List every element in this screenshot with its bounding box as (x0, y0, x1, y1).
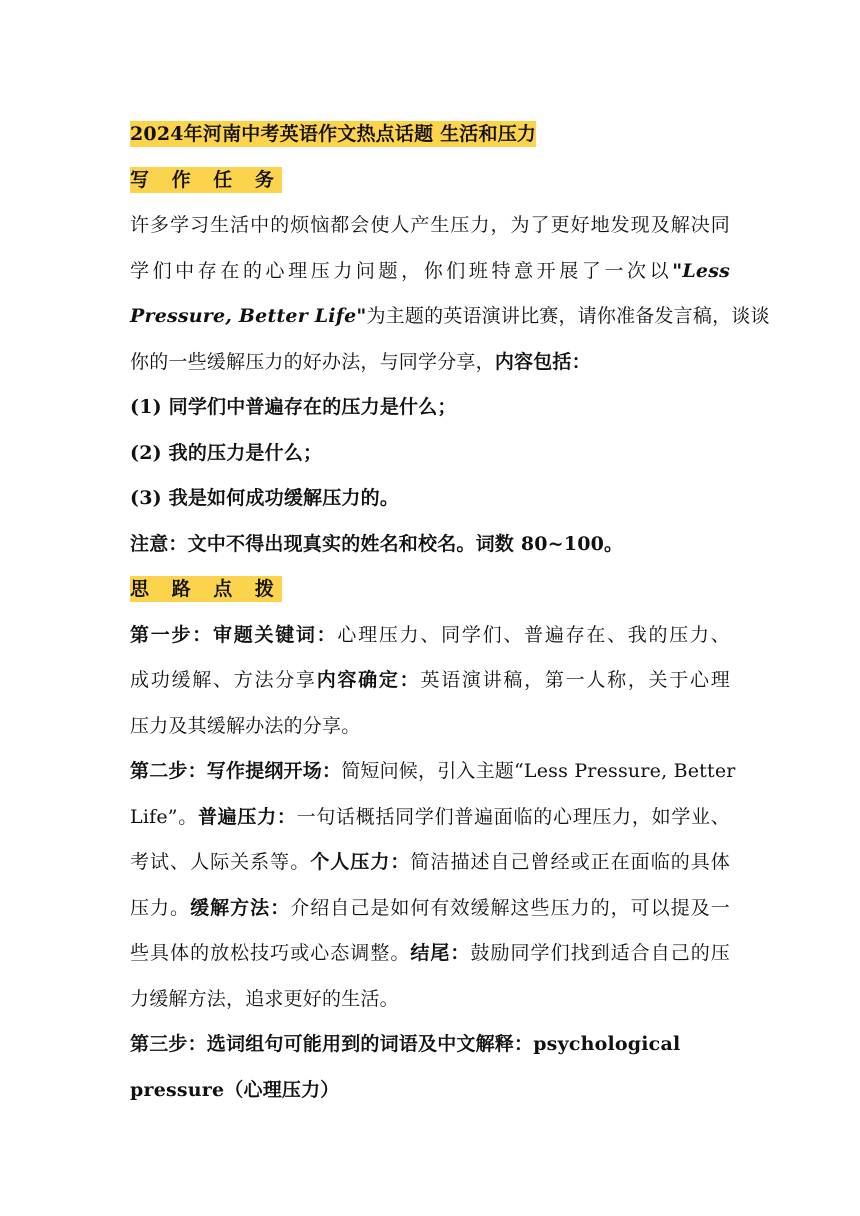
step2-line (130, 795, 730, 841)
step2-line (130, 749, 736, 795)
tips-heading: 思 路 点 拨 (130, 578, 282, 600)
task-note: 注意：文中不得出现真实的姓名和校名。词数 80~100。 (130, 532, 624, 555)
theme-quote: "Less (672, 259, 730, 282)
step2-text: 力缓解方法，追求更好的生活。 (130, 987, 399, 1010)
task-item: (1) 同学们中普遍存在的压力是什么； (130, 396, 457, 418)
task-paragraph-line (130, 203, 730, 249)
step2-text: 简短问候，引入主题“Less Pressure, Better (341, 760, 736, 782)
step2-text: Life”。 (130, 805, 198, 828)
step2-text: 些具体的放松技巧或心态调整。 (130, 942, 411, 964)
task-text: 你的一些缓解压力的好办法，与同学分享， (130, 350, 495, 373)
step1-sublabel: 内容确定： (316, 669, 421, 691)
theme-quote: Pressure, Better Life" (130, 305, 367, 327)
step2-text: 简洁描述自己曾经或正在面临的具体 (410, 851, 730, 873)
document-title: 2024年河南中考英语作文热点话题 生活和压力 (130, 123, 537, 145)
step1-text: 心理压力、同学们、普遍存在、我的压力、 (337, 623, 730, 646)
task-paragraph-line (130, 294, 770, 340)
step2-sublabel: 个人压力： (310, 851, 411, 873)
step1-text: 压力及其缓解办法的分享。 (130, 714, 361, 737)
step2-sublabel: 结尾： (410, 942, 471, 964)
task-text: 为主题的英语演讲比赛，请你准备发言稿，谈谈 (366, 305, 770, 327)
task-paragraph-line (130, 249, 730, 295)
task-item: (2) 我的压力是什么； (130, 441, 323, 464)
step2-line (130, 840, 730, 886)
step1-line (130, 613, 730, 659)
step1-line (130, 658, 730, 704)
task-paragraph-line (130, 340, 730, 386)
step2-line (130, 886, 730, 932)
step2-label: 第二步：写作提纲开场： (130, 760, 342, 782)
task-heading: 写 作 任 务 (130, 168, 282, 191)
step2-line (130, 977, 730, 1023)
task-text: 许多学习生活中的烦恼都会使人产生压力，为了更好地发现及解决同 (130, 214, 730, 236)
step1-label: 第一步：审题关键词： (130, 623, 338, 646)
task-heading-line (130, 158, 730, 204)
step1-text: 英语演讲稿，第一人称，关于心理 (420, 669, 730, 691)
step3-line: 第三步：选词组句可能用到的词语及中文解释：psychological (130, 1033, 681, 1055)
title-line (130, 112, 730, 158)
step1-text: 成功缓解、方法分享 (130, 669, 317, 691)
step2-text: 一句话概括同学们普遍面临的心理压力，如学业、 (296, 805, 730, 828)
step3-line: pressure（心理压力） (130, 1078, 340, 1101)
document-body (130, 112, 770, 1113)
task-item: (3) 我是如何成功缓解压力的。 (130, 487, 400, 509)
tips-heading-line (130, 567, 730, 613)
step2-line (130, 931, 730, 977)
task-text: 学们中存在的心理压力问题，你们班特意开展了一次以 (130, 259, 673, 282)
step2-text: 压力。 (130, 896, 191, 919)
step2-text: 介绍自己是如何有效缓解这些压力的，可以提及一 (290, 896, 730, 919)
step2-text: 鼓励同学们找到适合自己的压 (470, 942, 730, 964)
step2-sublabel: 缓解方法： (190, 896, 291, 919)
step2-text: 考试、人际关系等。 (130, 851, 311, 873)
step2-sublabel: 普遍压力： (197, 805, 297, 828)
step1-line (130, 704, 730, 750)
content-label: 内容包括： (494, 350, 591, 373)
